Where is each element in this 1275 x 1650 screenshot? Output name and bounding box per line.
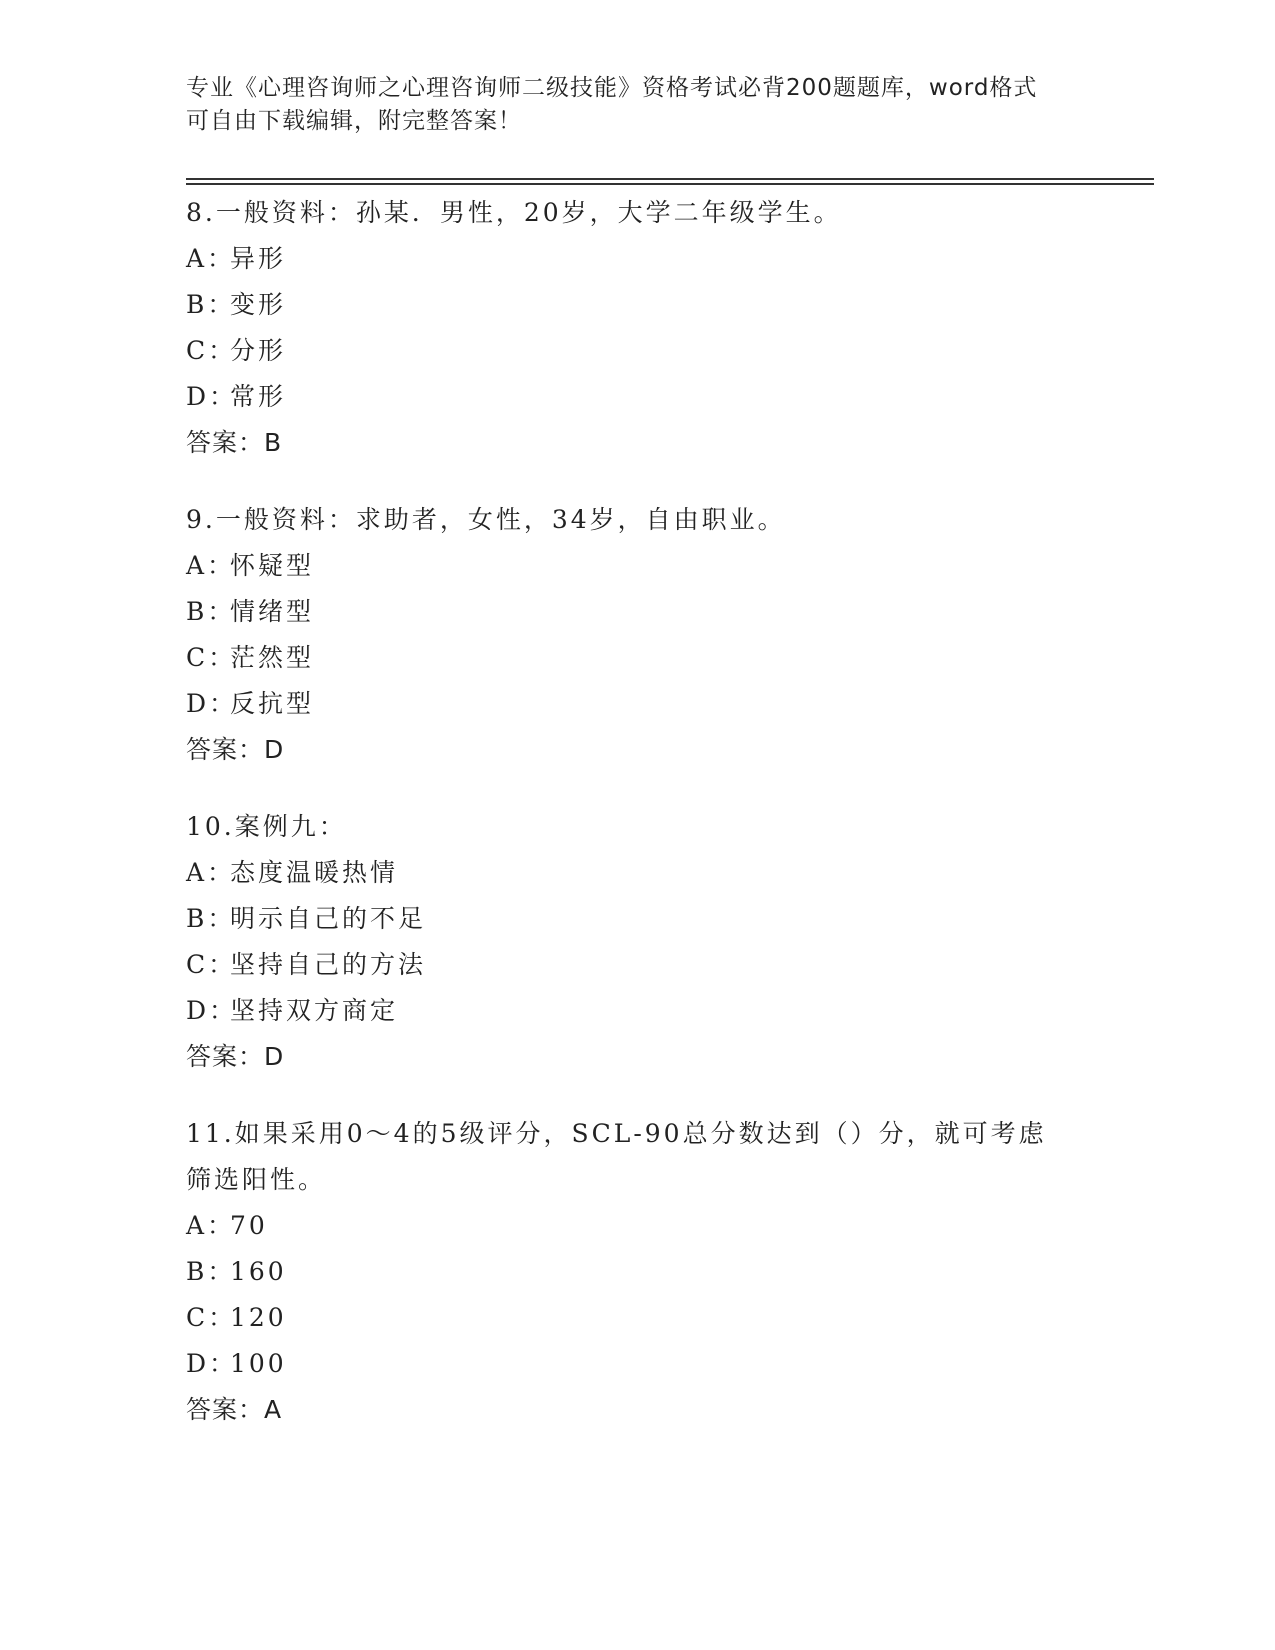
question-8	[186, 190, 1066, 466]
option-text: 坚持双方商定	[230, 996, 399, 1025]
question-list	[186, 190, 1066, 1464]
answer-line: 答案：D	[186, 1042, 285, 1071]
option-text: 反抗型	[230, 689, 315, 718]
option-letter: B：	[186, 290, 236, 319]
question-9	[186, 497, 1066, 773]
option-c	[186, 942, 1066, 988]
answer-line: 答案：A	[186, 1395, 283, 1424]
option-text: 100	[230, 1349, 287, 1378]
question-stem: 8.一般资料：孙某．男性，20岁，大学二年级学生。	[186, 198, 842, 227]
option-letter: C：	[186, 336, 237, 365]
option-letter: D：	[186, 689, 238, 718]
answer-line: 答案：D	[186, 735, 285, 764]
option-letter: B：	[186, 904, 236, 933]
option-c	[186, 635, 1066, 681]
option-text: 态度温暖热情	[230, 858, 399, 887]
option-letter: A：	[186, 244, 236, 273]
option-letter: C：	[186, 1303, 237, 1332]
option-c	[186, 1295, 1066, 1341]
option-b	[186, 896, 1066, 942]
option-text: 茫然型	[230, 643, 315, 672]
question-11	[186, 1111, 1066, 1433]
header-divider-top	[186, 178, 1154, 180]
option-text: 怀疑型	[230, 551, 315, 580]
option-d	[186, 1341, 1066, 1387]
option-text: 异形	[230, 244, 287, 273]
option-d	[186, 374, 1066, 420]
option-letter: A：	[186, 551, 236, 580]
option-a	[186, 850, 1066, 896]
option-text: 情绪型	[230, 597, 315, 626]
option-text: 160	[230, 1257, 287, 1286]
option-text: 70	[230, 1211, 268, 1240]
header-title-line2: 可自由下载编辑，附完整答案！	[186, 108, 522, 134]
option-letter: C：	[186, 950, 237, 979]
option-a	[186, 236, 1066, 282]
option-a	[186, 543, 1066, 589]
option-text: 120	[230, 1303, 287, 1332]
option-letter: D：	[186, 996, 238, 1025]
option-b	[186, 589, 1066, 635]
option-a	[186, 1203, 1066, 1249]
question-stem: 10.案例九：	[186, 812, 347, 841]
option-text: 常形	[230, 382, 287, 411]
document-header	[186, 72, 1066, 138]
question-stem: 11.如果采用0～4的5级评分，SCL-90总分数达到（）分，就可考虑筛选阳性。	[186, 1119, 1047, 1194]
option-letter: A：	[186, 858, 236, 887]
option-letter: C：	[186, 643, 237, 672]
option-text: 分形	[230, 336, 287, 365]
option-letter: B：	[186, 1257, 236, 1286]
option-letter: D：	[186, 382, 238, 411]
option-text: 明示自己的不足	[230, 904, 427, 933]
option-b	[186, 1249, 1066, 1295]
header-divider-bottom	[186, 183, 1154, 185]
header-title-line1: 专业《心理咨询师之心理咨询师二级技能》资格考试必背200题题库，word格式	[186, 75, 1038, 101]
option-letter: B：	[186, 597, 236, 626]
option-d	[186, 988, 1066, 1034]
option-text: 变形	[230, 290, 287, 319]
option-d	[186, 681, 1066, 727]
option-text: 坚持自己的方法	[230, 950, 427, 979]
answer-line: 答案：B	[186, 428, 283, 457]
option-b	[186, 282, 1066, 328]
option-c	[186, 328, 1066, 374]
option-letter: D：	[186, 1349, 238, 1378]
question-10	[186, 804, 1066, 1080]
question-stem: 9.一般资料：求助者，女性，34岁，自由职业。	[186, 505, 786, 534]
option-letter: A：	[186, 1211, 236, 1240]
